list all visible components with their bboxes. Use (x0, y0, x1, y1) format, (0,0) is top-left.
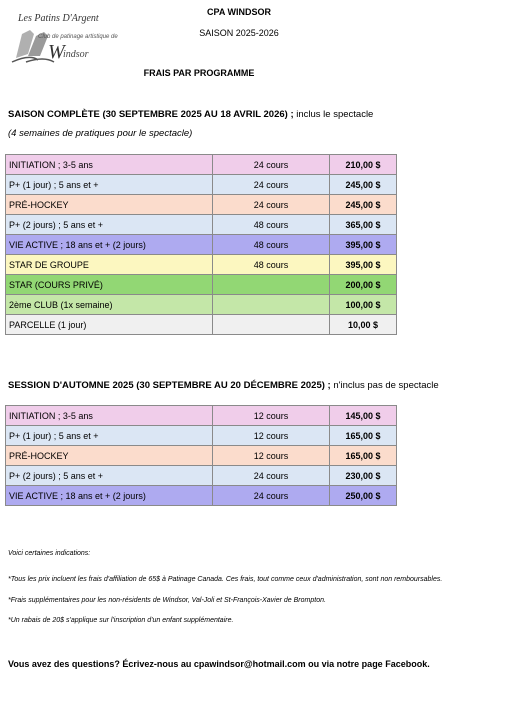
table-row (6, 446, 397, 466)
course-count: 24 cours (213, 155, 330, 175)
program-price: 245,00 $ (330, 195, 397, 215)
season-label: SAISON 2025-2026 (199, 28, 279, 38)
program-name: STAR DE GROUPE (6, 255, 213, 275)
note-item: *Frais supplémentaires pour les non-résidents de Windsor, Val-Joli et St-François-Xavier de Brompton. (8, 597, 326, 604)
program-name: VIE ACTIVE ; 18 ans et + (2 jours) (6, 486, 213, 506)
program-name: STAR (COURS PRIVÉ) (6, 275, 213, 295)
program-price: 395,00 $ (330, 235, 397, 255)
program-name: P+ (2 jours) ; 5 ans et + (6, 215, 213, 235)
program-price: 245,00 $ (330, 175, 397, 195)
course-count: 24 cours (213, 175, 330, 195)
course-count: 48 cours (213, 215, 330, 235)
course-count: 48 cours (213, 255, 330, 275)
section1-title-bold: SAISON COMPLÈTE (30 SEPTEMBRE 2025 AU 18 AVRIL 2026) ; (8, 109, 294, 120)
table-row (6, 486, 397, 506)
course-count: 12 cours (213, 446, 330, 466)
logo-subtitle: Club de patinage artistique de (38, 34, 118, 40)
course-count: 24 cours (213, 486, 330, 506)
program-price: 145,00 $ (330, 406, 397, 426)
program-price: 210,00 $ (330, 155, 397, 175)
notes-intro: Voici certaines indications: (8, 550, 91, 557)
course-count (213, 315, 330, 335)
program-name: PRÉ-HOCKEY (6, 446, 213, 466)
logo-windsor: indsor (63, 49, 89, 60)
program-name: PARCELLE (1 jour) (6, 315, 213, 335)
course-count: 24 cours (213, 466, 330, 486)
section2-title-rest: n'inclus pas de spectacle (330, 380, 439, 391)
program-price: 365,00 $ (330, 215, 397, 235)
table-row (6, 175, 397, 195)
autumn-fees-table (5, 405, 397, 506)
course-count: 24 cours (213, 195, 330, 215)
table-row (6, 255, 397, 275)
program-price: 100,00 $ (330, 295, 397, 315)
club-logo (8, 8, 118, 74)
table-row (6, 295, 397, 315)
section1-title (8, 109, 373, 120)
program-price: 395,00 $ (330, 255, 397, 275)
table-row (6, 215, 397, 235)
program-price: 165,00 $ (330, 426, 397, 446)
table-row (6, 426, 397, 446)
section1-subtitle: (4 semaines de pratiques pour le spectacle) (8, 128, 193, 139)
course-count (213, 275, 330, 295)
program-price: 165,00 $ (330, 446, 397, 466)
note-item: *Tous les prix incluent les frais d'affiliation de 65$ à Patinage Canada. Ces frais, tout comme ceux d'administration, sont non remboursables. (8, 576, 443, 583)
program-price: 10,00 $ (330, 315, 397, 335)
table-row (6, 235, 397, 255)
table-row (6, 275, 397, 295)
course-count: 12 cours (213, 406, 330, 426)
contact-line: Vous avez des questions? Écrivez-nous au cpawindsor@hotmail.com ou via notre page Facebook. (8, 659, 430, 669)
program-name: P+ (2 jours) ; 5 ans et + (6, 466, 213, 486)
table-row (6, 155, 397, 175)
section2-title (8, 380, 439, 391)
page-title: FRAIS PAR PROGRAMME (143, 68, 255, 78)
program-name: 2ème CLUB (1x semaine) (6, 295, 213, 315)
program-name: P+ (1 jour) ; 5 ans et + (6, 426, 213, 446)
table-row (6, 466, 397, 486)
section2-title-bold: SESSION D'AUTOMNE 2025 (30 SEPTEMBRE AU 20 DÉCEMBRE 2025) ; (8, 380, 331, 391)
program-name: PRÉ-HOCKEY (6, 195, 213, 215)
program-name: P+ (1 jour) ; 5 ans et + (6, 175, 213, 195)
org-name: CPA WINDSOR (207, 7, 271, 17)
table-row (6, 406, 397, 426)
course-count: 48 cours (213, 235, 330, 255)
svg-text:W: W (48, 41, 65, 63)
table-row (6, 195, 397, 215)
logo-title: Les Patins D'Argent (18, 13, 99, 24)
program-name: INITIATION ; 3-5 ans (6, 155, 213, 175)
program-price: 200,00 $ (330, 275, 397, 295)
program-name: VIE ACTIVE ; 18 ans et + (2 jours) (6, 235, 213, 255)
course-count (213, 295, 330, 315)
program-price: 230,00 $ (330, 466, 397, 486)
section1-title-rest: inclus le spectacle (293, 109, 374, 120)
course-count: 12 cours (213, 426, 330, 446)
program-name: INITIATION ; 3-5 ans (6, 406, 213, 426)
season-fees-table (5, 154, 397, 335)
program-price: 250,00 $ (330, 486, 397, 506)
note-item: *Un rabais de 20$ s'applique sur l'inscription d'un enfant supplémentaire. (8, 617, 234, 624)
table-row (6, 315, 397, 335)
